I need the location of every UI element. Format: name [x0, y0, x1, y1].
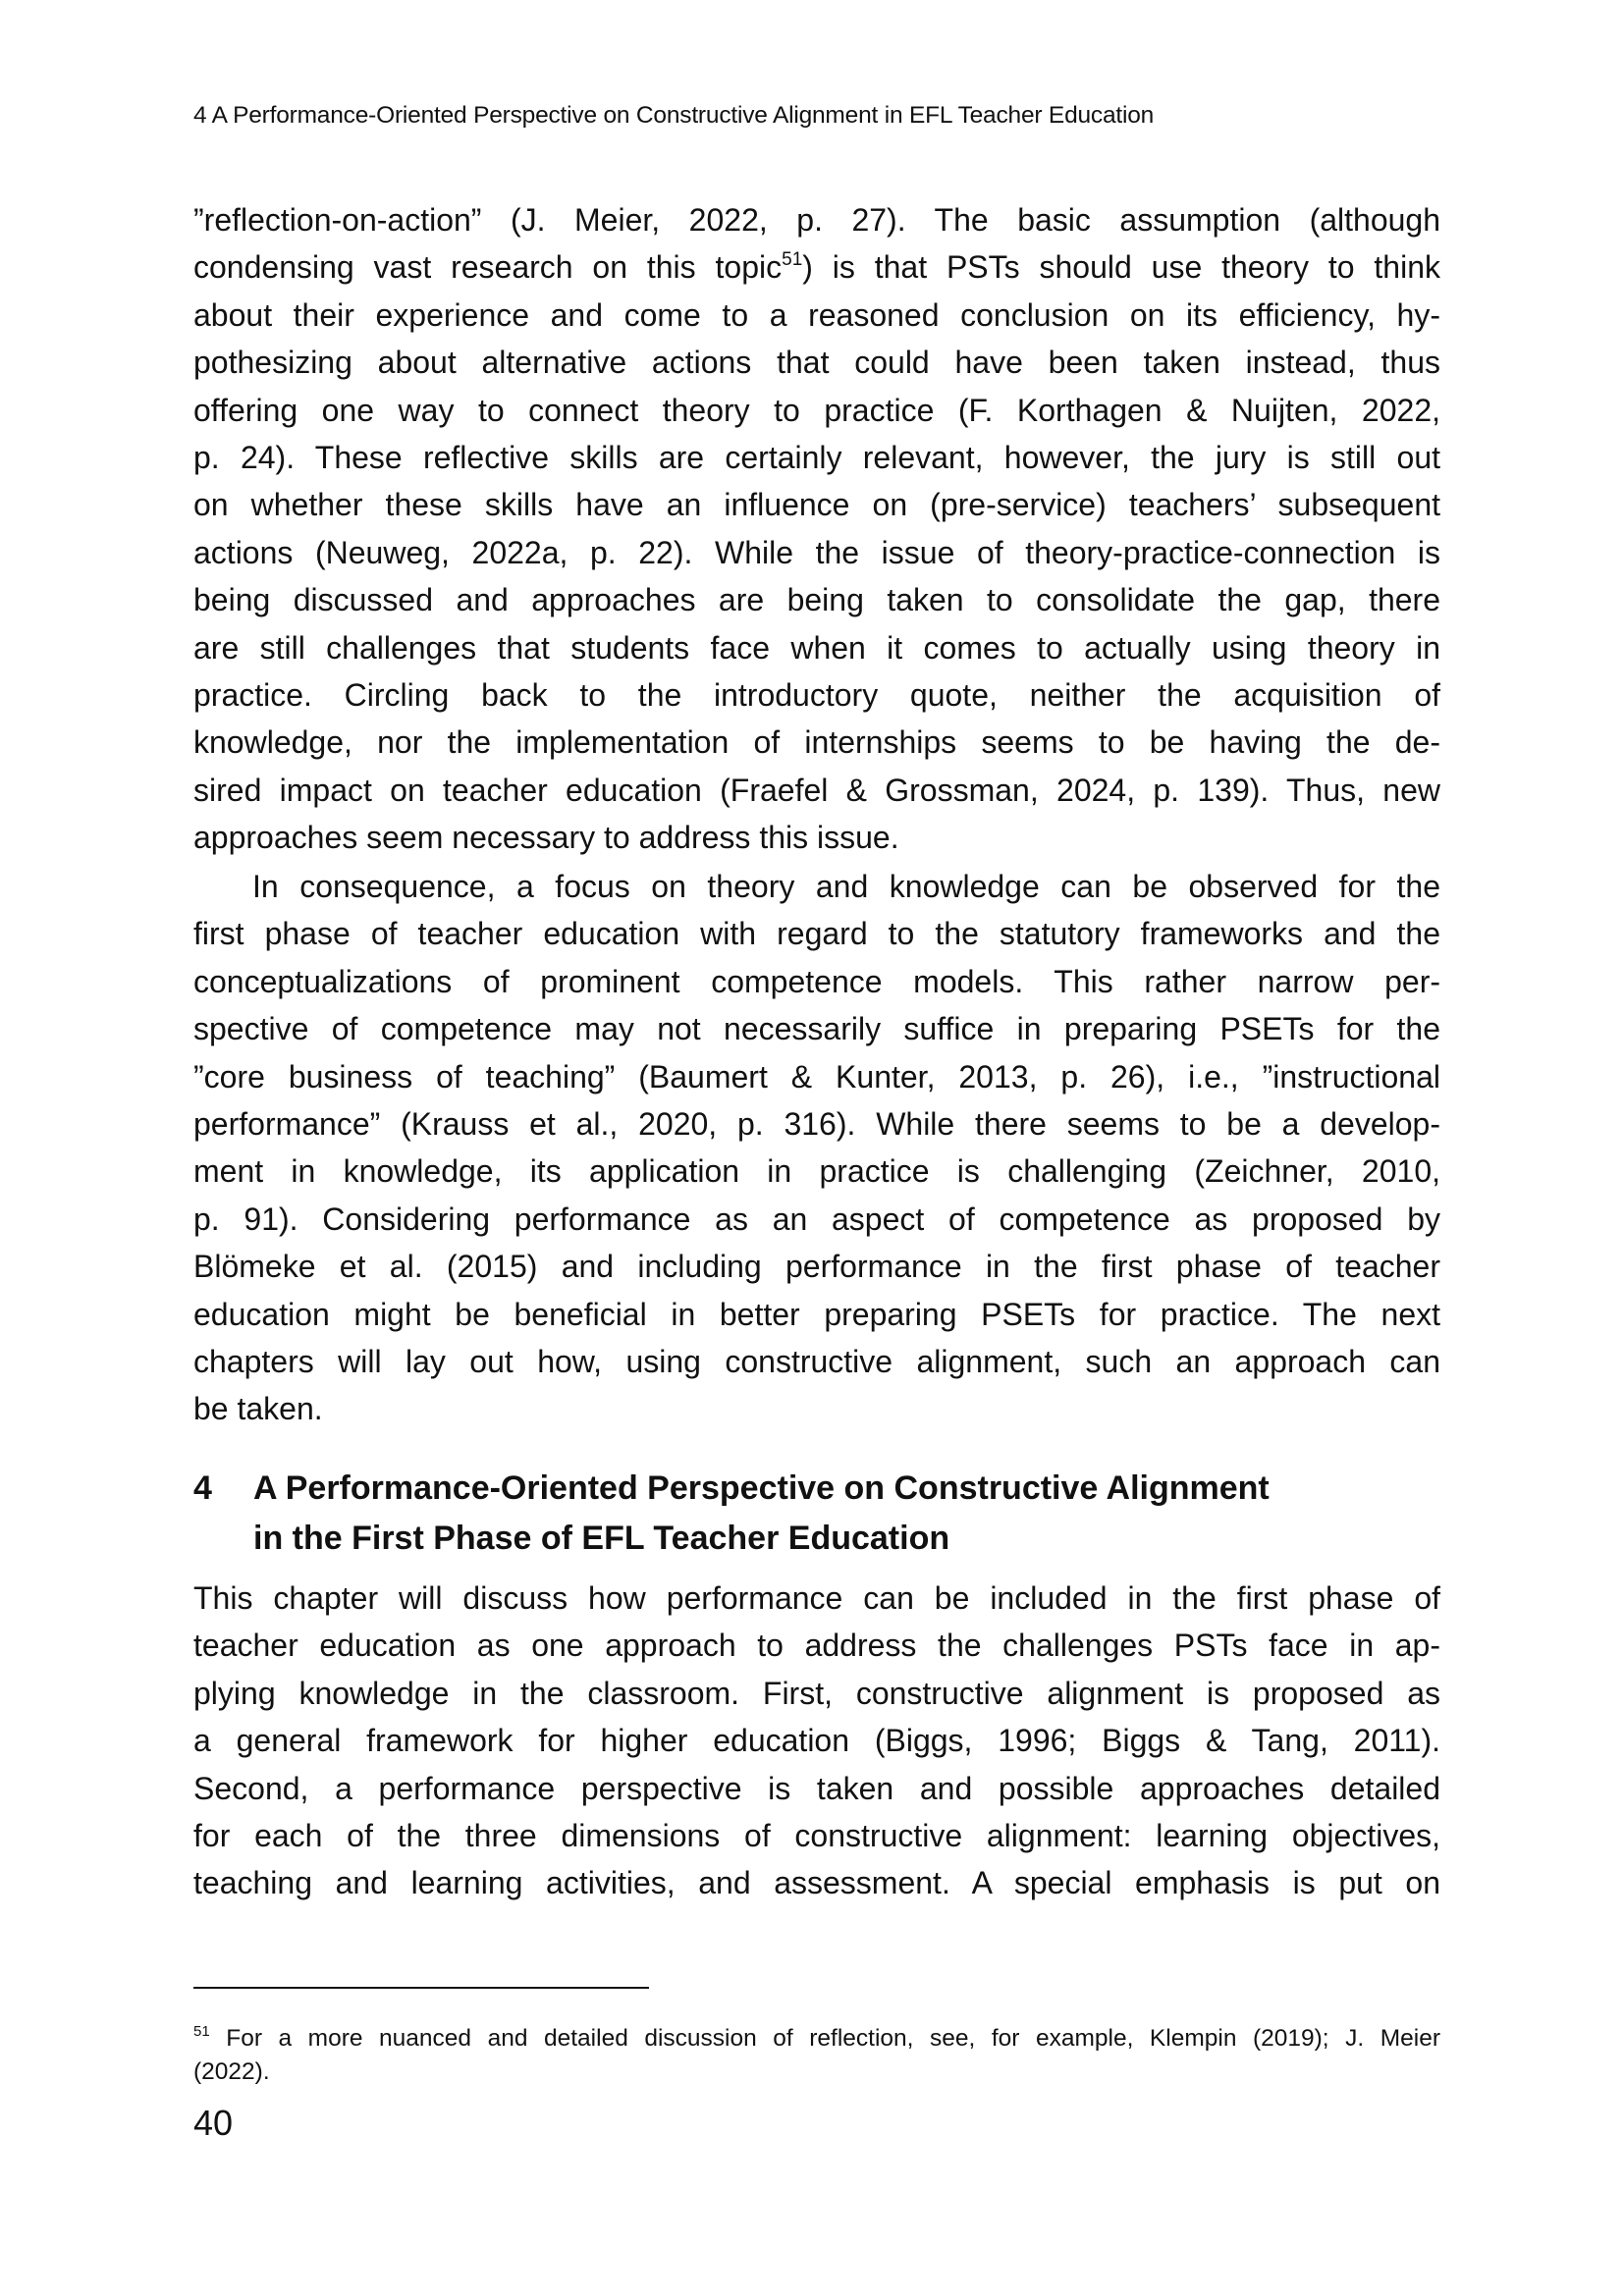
text-line: actions (Neuweg, 2022a, p. 22). While the issue of theory-practice-connection is	[193, 534, 1440, 570]
text-line: teaching and learning activities, and assessment. A special emphasis is put on	[193, 1865, 1440, 1901]
footnote	[193, 2022, 1440, 2089]
text-line: about their experience and come to a reasoned conclusion on its efficiency, hy-	[193, 296, 1440, 333]
footnote-text: For a more nuanced and detailed discussion of reflection, see, for example, Klempin (2019); J. Meier	[226, 2025, 1441, 2052]
text-line: being discussed and approaches are being taken to consolidate the gap, there	[193, 582, 1440, 618]
section-title-line-2: in the First Phase of EFL Teacher Education	[253, 1520, 950, 1557]
text-line: be taken.	[193, 1391, 323, 1427]
text-line: In consequence, a focus on theory and knowledge can be observed for the	[252, 869, 1440, 904]
section-title-line-1: A Performance-Oriented Perspective on Constructive Alignment	[253, 1469, 1270, 1507]
text-line: sired impact on teacher education (Fraefel & Grossman, 2024, p. 139). Thus, new	[193, 772, 1440, 808]
footnote-line-2: (2022).	[193, 2058, 270, 2085]
section-number: 4	[193, 1469, 212, 1507]
text-segment: ) is that PSTs should use theory to think	[802, 249, 1441, 286]
text-line: knowledge, nor the implementation of internships seems to be having the de-	[193, 724, 1440, 761]
text-line: Blömeke et al. (2015) and including performance in the first phase of teacher	[193, 1249, 1440, 1285]
text-line: on whether these skills have an influence on (pre-service) teachers’ subsequent	[193, 487, 1440, 523]
footnote-line-1	[193, 2022, 1440, 2056]
text-line: ”core business of teaching” (Baumert & Kunter, 2013, p. 26), i.e., ”instructional	[193, 1058, 1440, 1095]
text-line: ”reflection-on-action” (J. Meier, 2022, p. 27). The basic assumption (although	[193, 202, 1440, 238]
text-line: chapters will lay out how, using constructive alignment, such an approach can	[193, 1343, 1440, 1379]
paragraph-1	[193, 196, 1440, 861]
text-line: p. 91). Considering performance as an aspect of competence as proposed by	[193, 1201, 1440, 1237]
text-line: approaches seem necessary to address this issue.	[193, 820, 899, 856]
text-line: are still challenges that students face when it comes to actually using theory in	[193, 629, 1440, 666]
section-heading	[193, 1464, 1440, 1564]
paragraph-3	[193, 1575, 1440, 1907]
running-head: 4 A Performance-Oriented Perspective on Constructive Alignment in EFL Teacher Education	[193, 102, 1155, 129]
footnote-reference[interactable]: 51	[782, 249, 803, 271]
text-line: conceptualizations of prominent competence models. This rather narrow per-	[193, 963, 1440, 999]
text-line: a general framework for higher education (Biggs, 1996; Biggs & Tang, 2011).	[193, 1723, 1440, 1759]
text-line: pothesizing about alternative actions that could have been taken instead, thus	[193, 345, 1440, 381]
text-line: first phase of teacher education with regard to the statutory frameworks and the	[193, 916, 1440, 952]
text-line: performance” (Krauss et al., 2020, p. 316). While there seems to be a develop-	[193, 1105, 1440, 1142]
text-line: for each of the three dimensions of constructive alignment: learning objectives,	[193, 1817, 1440, 1853]
text-line: teacher education as one approach to address the challenges PSTs face in ap-	[193, 1628, 1440, 1664]
paragraph-2	[193, 863, 1440, 1433]
text-line: practice. Circling back to the introductory quote, neither the acquisition of	[193, 676, 1440, 713]
text-line: plying knowledge in the classroom. First, constructive alignment is proposed as	[193, 1675, 1440, 1711]
text-line: spective of competence may not necessarily suffice in preparing PSETs for the	[193, 1011, 1440, 1047]
footnote-divider	[193, 1987, 649, 1989]
text-line: Second, a performance perspective is taken and possible approaches detailed	[193, 1770, 1440, 1806]
text-line: This chapter will discuss how performance can be included in the first phase of	[193, 1580, 1440, 1616]
text-line	[193, 243, 1440, 291]
page-number: 40	[193, 2103, 234, 2143]
text-line: education might be beneficial in better preparing PSETs for practice. The next	[193, 1296, 1440, 1332]
footnote-marker: 51	[193, 2023, 210, 2040]
text-line: ment in knowledge, its application in practice is challenging (Zeichner, 2010,	[193, 1153, 1440, 1190]
text-line: offering one way to connect theory to practice (F. Korthagen & Nuijten, 2022,	[193, 392, 1440, 428]
text-line: p. 24). These reflective skills are certainly relevant, however, the jury is still out	[193, 439, 1440, 475]
text-segment: condensing vast research on this topic	[193, 249, 783, 286]
